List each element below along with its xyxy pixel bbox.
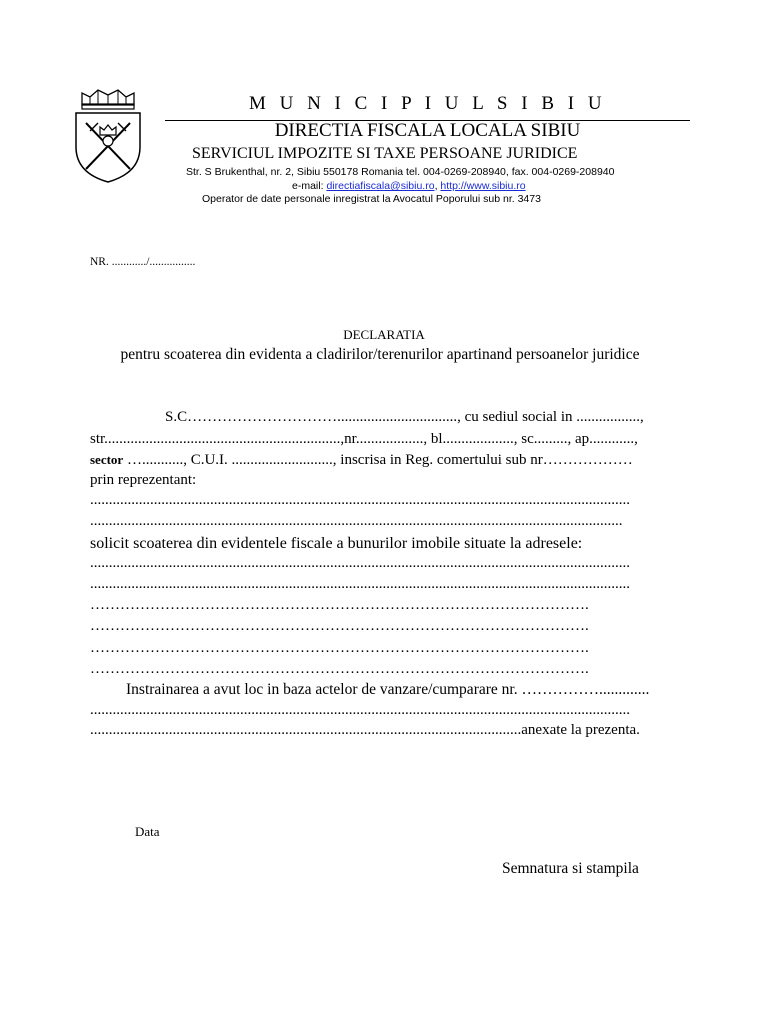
contact-separator: , [434,180,441,192]
signature-label: Semnatura si stampila [502,860,639,877]
service-title: SERVICIUL IMPOZITE SI TAXE PERSOANE JURIDICE [192,145,578,162]
address-dots-2: ................................................................................................................................................ [90,576,630,592]
address-dots-5: ………………………………………………………………………………………. [90,640,589,656]
declaration-title: DECLARATIA [343,327,425,342]
company-line: S.C…………………………................................, cu sediul social in ................., [165,409,644,425]
directorate-title: DIRECTIA FISCALA LOCALA SIBIU [274,120,581,141]
address-dots-6: ………………………………………………………………………………………. [90,661,589,677]
address-dots-4: ………………………………………………………………………………………. [90,618,589,634]
annexed-line: ...................................................................................................................anexate la prezenta. [90,722,640,738]
contact-line [292,180,526,192]
registration-number: NR. ............/................ [90,256,196,268]
sector-details: …..........., C.U.I. ..........................., inscrisa in Reg. comertului sub nr……………… [123,452,633,468]
website-link[interactable]: http://www.sibiu.ro [440,180,526,192]
request-sentence: solicit scoaterea din evidentele fiscale a bunurilor imobile situate la adresele: [90,535,583,552]
date-label: Data [135,824,160,839]
address-line: Str. S Brukenthal, nr. 2, Sibiu 550178 Romania tel. 004-0269-208940, fax. 004-0269-208940 [186,166,615,178]
representative-label: prin reprezentant: [90,472,197,488]
documents-dots: ................................................................................................................................................ [90,702,630,718]
sector-line [90,452,633,469]
street-line: str...............................................................,nr.................., bl..................., sc........., ap............, [90,431,638,447]
representative-dots-1: ................................................................................................................................................ [90,492,630,508]
email-link[interactable]: directiafiscala@sibiu.ro [326,180,435,192]
declaration-subtitle: pentru scoaterea din evidenta a cladirilor/terenurilor apartinand persoanelor juridice [120,346,640,363]
address-dots-1: ................................................................................................................................................ [90,555,630,571]
municipality-title: M U N I C I P I U L S I B I U [248,93,607,114]
email-label: e-mail: [292,180,327,192]
address-dots-3: ………………………………………………………………………………………. [90,597,589,613]
transfer-sentence: Instrainarea a avut loc in baza actelor de vanzare/cumparare nr. ……………............. [126,681,650,698]
coat-of-arms-icon [68,85,148,185]
representative-dots-2: .............................................................................................................................................. [90,513,623,529]
sector-label: sector [90,452,124,467]
operator-line: Operator de date personale inregistrat la Avocatul Poporului sub nr. 3473 [202,193,541,205]
